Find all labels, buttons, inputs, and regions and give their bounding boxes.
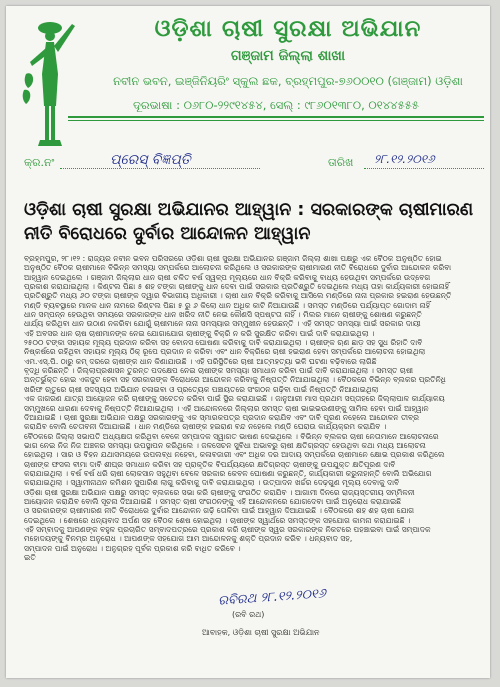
body-line: ମହୋଦୟଙ୍କୁ ବିନମ୍ର ଅନୁରୋଧ । ଆପଣଙ୍କ ସହଯୋଗ ଆମ ଆନ୍ଦୋଳନକୁ ଶକ୍ତି ପ୍ରଦାନ କରିବ । ଧନ୍ୟବାଦ ସହ, [24,534,353,544]
letterhead-divider [68,116,484,118]
org-title: ଓଡ଼ିଶା ଚାଷୀ ସୁରକ୍ଷା ଅଭିଯାନ [154,16,422,42]
body-line: କରାଯିବ ବୋଲି ଚେତାବନୀ ଦିଆଯାଇଛି । ଧାନ ମଣ୍ଡିରେ ଚାଷୀଙ୍କ ହଇରାଣ ବନ୍ଦ ନହେଲେ ମଣ୍ଡି ଘେରାଉ କାର୍ଯ୍ୟକ୍ରମ କରାଯିବ । [24,422,387,432]
body-line: ଅନୁଷ୍ଠିତ ବୈଠକ ଚାଷୀମାନେ ବିଭିନ୍ନ ସମସ୍ୟା ସମ୍ପର୍କରେ ଆଲୋଚନା କରିଥିଲେ ଓ ସରକାରଙ୍କ ଚାଷୀମାରଣ ନୀତି ବିରୋଧରେ ଦୁର୍ବାର ଆନ୍ଦୋଳନ କରିବା [24,263,452,273]
body-line: ୨୫୦୦ ଟଙ୍କା ସହାୟକ ମୂଲ୍ୟ ପ୍ରଦାନ କରିବା ସହ ବୋନସ ଘୋଷଣା କରିବାକୁ ଦାବି କରାଯାଇଥିଲା । ଚାଷୀଙ୍କ ଋଣ ଛାଡ଼ ସହ ସୁଧ ରିହାତି ଦାବି [24,338,423,348]
body-line: ଦିଆଯାଇଛି । ଚାଷୀ ସୁରକ୍ଷା ଅଭିଯାନ ପକ୍ଷରୁ ସରକାରଙ୍କୁ ଏକ ସ୍ମାରକପତ୍ର ପ୍ରଦାନ କରାଯିବ ଏବଂ ଦାବି ପୂରଣ ନହେଲେ ଆନ୍ଦୋଳନ ତୀବ୍ର [24,412,419,422]
signatory-name: (ରବି ରଥ) [232,610,265,619]
letterhead-divider-thin [68,120,484,121]
press-release-headline: ଓଡ଼ିଶା ଚାଷୀ ସୁରକ୍ଷା ଅଭିଯାନର ଆହ୍ୱାନ : ସରକାରଙ୍କ ଚାଷୀମାରଣ ନୀତି ବିରୋଧରେ ଦୁର୍ବାର ଆନ୍ଦୋଳନ ଆହ୍ୱାନ [24,200,474,244]
body-line: ଇତି [24,553,36,562]
reference-row [24,152,484,176]
body-line: ଏକ ଜାଗରଣ ଯାତ୍ରା ଆୟୋଜନ କରି ଚାଷୀଙ୍କୁ ସଚେତନ କରିବା ପାଇଁ ସ୍ଥିର କରାଯାଇଛି । ଜାନୁଆରୀ ମାସ ପ୍ରଥମ ସପ୍ତାହରେ ଜିଲ୍ଲାପାଳ କାର୍ଯ୍ୟାଳୟ [24,394,445,404]
body-line: କରାଯାଇଥିଲା । ସ୍ୱାମୀନାଥନ କମିଶନ ସୁପାରିଶ ଲାଗୁ କରିବାକୁ ଦାବି କରାଯାଇଥିଲା । ଉତ୍ପାଦନ ଖର୍ଚ୍ଚର ଦେଢ଼ଗୁଣ ମୂଲ୍ୟ ଦେବାକୁ ଦାବି [24,478,400,488]
body-line: ଧାନ ସମ୍ପନ୍ନ ହେଉଥିବା ସମୟରେ ସରକାରଙ୍କ ଧାନ ଖରିଦ ନୀତି ନେଇ କୌଣସି ସ୍ପଷ୍ଟତା ନାହିଁ । ମିଲର ମାନେ ଚାଷୀଙ୍କୁ ଶୋଷଣ କରୁଛନ୍ତି [24,310,422,320]
body-line: ସମ୍ମୁଖରେ ଧାରଣା ଦେବାକୁ ନିଷ୍ପତ୍ତି ନିଆଯାଇଥିଲା । ଏହି ଆନ୍ଦୋଳନରେ ଜିଲ୍ଲାର ସମସ୍ତ ଚାଷୀ ଭାଇଭଉଣୀଙ୍କୁ ସାମିଲ ହେବା ପାଇଁ ଆହ୍ୱାନ [24,403,429,413]
body-line: ଅନ୍ତର୍ଭୁକ୍ତ ହୋଇ ଏକଜୁଟ ହେବା ସହ ସରକାରଙ୍କ ବିରୋଧରେ ଆନ୍ଦୋଳନ କରିବାକୁ ନିଷ୍ପତ୍ତି ନିଆଯାଇଥିଲା । ବୈଠକରେ ବିଭିନ୍ନ ବ୍ଲକର ପ୍ରତିନିଧି [24,375,446,385]
body-line: ବୃଦ୍ଧି କରିଛନ୍ତି । ଜିଲ୍ଲାପ୍ରଶାସନ ତୁରନ୍ତ ପଦକ୍ଷେପ ନେଇ ଚାଷୀଙ୍କ ସମସ୍ୟା ସମାଧାନ କରିବା ପାଇଁ ଦାବି କରାଯାଇଥିଲା । ସମସ୍ତ ଚାଷୀ [24,366,414,376]
body-line: ହୋଇଥିଲା । ସାର ଓ ବିହନ ଯଥାସମୟରେ ଉପଲବ୍ଧ ନହେବା, କଳାବଜାରୀ ଏବଂ ଅଧିକ ଦର ଆଦାୟ ସମ୍ପର୍କରେ ଚାଷୀମାନେ କ୍ଷୋଭ ପ୍ରକାଶ କରିଥିଲେ [24,450,445,460]
body-line: ଓଡ଼ିଶା ଚାଷୀ ସୁରକ୍ଷା ଅଭିଯାନ ପକ୍ଷରୁ ସମସ୍ତ ବ୍ଲକରେ ସଭା କରି ଚାଷୀଙ୍କୁ ସଂଗଠିତ କରାଯିବ । ଆଗାମୀ ଦିନରେ ରାଜ୍ୟସ୍ତରୀୟ ସମ୍ମିଳନୀ [24,487,415,497]
press-release-body [24,254,478,576]
contact-numbers: ଦୂରଭାଷା : ୦୬୮୦-୨୨୯୧୪୫୪, ସେଲ୍ : ୯୮୬୦୧୩୮୦, ୦୧୪୪୫୫୫ [133,98,419,112]
body-line: ବୈଠକରେ ଜିଲ୍ଲା ସଭାପତି ଅଧ୍ୟକ୍ଷତା କରିଥିବା ବେଳେ ସମ୍ପାଦକ ସ୍ୱାଗତ ଭାଷଣ ଦେଇଥିଲେ । ବିଭିନ୍ନ ବ୍ଲକର ଚାଷୀ ନେତାମାନେ ଆଲୋଚନାରେ [24,431,439,441]
date-underline [364,168,484,169]
reference-label: କ୍ର.ନଂ [24,156,55,169]
body-line: ଏମ.ଏସ୍.ପି. ଠାରୁ କମ୍ ଦରରେ ଚାଷୀଙ୍କ ଧାନ କିଣାଯାଉଛି । ଏହି ପରିସ୍ଥିତିରେ ଚାଷୀ ଆତ୍ମହତ୍ୟା ଭଳି ଘଟଣା ବଢ଼ିବାରେ ଲାଗିଛି [24,356,377,366]
body-line: ଏହି ସମ୍ବାଦକୁ ଆପଣଙ୍କ ବହୁଳ ପ୍ରଚାରିତ ସମ୍ବାଦପତ୍ରରେ ପ୍ରକାଶ କରି ଚାଷୀଙ୍କ ସ୍ୱର ସରକାରଙ୍କ ନିକଟରେ ପହଞ୍ଚାଇବା ପାଇଁ ସମ୍ପାଦକ [24,524,431,534]
reference-handwritten: ପ୍ରେସ୍ ବିଜ୍ଞପ୍ତି [110,152,191,168]
body-line: ସମ୍ପାଦନ ପାଇଁ ଅନୁରୋଧ । ଅନୁଗ୍ରହ ପୂର୍ବକ ପ୍ରକାଶ କରି ବାଧିତ କରିବେ । [24,543,241,553]
body-line: ଭାଗ ନେଇ ନିଜ ନିଜ ଅଞ୍ଚଳର ସମସ୍ୟା ଉପସ୍ଥାପନ କରିଥିଲେ । ଜଳସେଚନ ସୁବିଧା ଅଭାବରୁ ଚାଷୀ କ୍ଷତିଗ୍ରସ୍ତ ହେଉଥିବା କଥା ମଧ୍ୟ ଆଲୋଚନା [24,440,426,450]
body-line: ଏହି ଅବସର ଧାନ ଚାଷ ଚାଷୀମାନଙ୍କ ନେଇ ଯୋଗାଯୋଗ ଚାଷୀଙ୍କୁ ବିକ୍ରି ନ କରି ସୁରକ୍ଷିତ କରିବା ପାଇଁ ଦାବି କରାଯାଇଥିଲା । [24,328,375,338]
date-label: ତାରିଖ [328,156,354,169]
farmer-logo-icon [20,14,82,154]
org-address: ନବୀନ ଭବନ, ଇଞ୍ଜିନିୟରିଂ ସ୍କୁଲ ଛକ, ବ୍ରହ୍ମପୁର-୭୬୦୦୧୦ (ଗଞ୍ଜାମ) ଓଡ଼ିଶା [113,74,463,88]
body-line: ଆୟୋଜନ କରାଯିବ ବୋଲି ସୂଚନା ଦିଆଯାଇଛି । ସମସ୍ତ ଚାଷୀ ସଂଗଠନଙ୍କୁ ଏହି ଆନ୍ଦୋଳନରେ ଯୋଗଦେବା ପାଇଁ ଅନୁରୋଧ କରାଯାଇଛି [24,496,402,506]
signature-handwritten: ରବିରଥ ୨୮.୧୨.୨୦୧୬ [217,586,327,609]
body-line: ନିଷ୍କର୍ଷରେ ରହିଥିବା ସହାୟକ ମୂଲ୍ୟ ଠିକ୍ ରୂପେ ପ୍ରଦାନ ନ କରିବା ଏବଂ ଧାନ ବିକ୍ରିରେ ଚାଷୀ ହଇରାଣ ହେବା ସମ୍ପର୍କରେ ଆଲୋଚନା ହୋଇଥିଲା [24,347,426,357]
body-line: କରାଯାଇଥିଲା । ବର୍ଷ ବର୍ଷ ଧରି ଚାଷୀ ଲୋକସାନ ସହୁଥିବା ବେଳେ ସରକାର କେବଳ ଘୋଷଣା କରୁଛନ୍ତି, କାର୍ଯ୍ୟକାରୀ କରୁନାହାନ୍ତି ବୋଲି ଅଭିଯୋଗ [24,468,432,478]
body-line: ଖରିଫ ଋତୁରେ ଚାଷୀ ସଦସ୍ୟତା ଅଭିଯାନ ଚଳାଇବା ଓ ପ୍ରତ୍ୟେକ ପଞ୍ଚାୟତରେ ସଂଗଠନ ଗଢ଼ିବା ପାଇଁ ନିଷ୍ପତ୍ତି ନିଆଯାଇଥିଲା [24,384,379,394]
body-line: ପ୍ରକାଶ କରାଯାଇଥିଲା । କିଣ୍ଟଲ ପିଛା ୫ ଶହ ଟଙ୍କା ଚାଷୀଙ୍କୁ ଧାନ ଦେବା ପାଇଁ ସରକାର ପ୍ରତିଶ୍ରୁତି ଦେଇଥିଲେ ମଧ୍ୟ ତାହା କାର୍ଯ୍ୟକାରୀ ହୋଇନାହିଁ [24,282,450,292]
body-line: ଆହ୍ୱାନ ଦେଇଥିଲେ । ଗଞ୍ଜାମ ଜିଲ୍ଲାର ଧାନ ଚାଷୀ ଚଳିତ ବର୍ଷ ସ୍ୱଳ୍ପ ମୂଲ୍ୟରେ ଧାନ ବିକ୍ରି କରିବାକୁ ବାଧ୍ୟ ହେଉଥିବା ସମ୍ପର୍କରେ ଉଦ୍‌ବେଗ [24,272,431,282]
body-line: ମଣ୍ଡି ବ୍ୟବସ୍ଥାରେ ମାନକ ଧାନ ନାମରେ କିଣ୍ଟଲ ପିଛା ୫ ରୁ ୬ କିଲୋ ଧାନ ଅଧିକ କାଟି ନିଆଯାଉଛି । ସମସ୍ତ ମଣ୍ଡିରେ ପର୍ଯ୍ୟାପ୍ତ ଗୋଦାମ ନାହିଁ [24,300,431,310]
body-line: ଚାଷୀଙ୍କ ଫସଲ ବୀମା ଦାବି ଶୀଘ୍ର ସମାଧାନ କରିବା ସହ ପ୍ରାକୃତିକ ବିପର୍ଯ୍ୟୟରେ କ୍ଷତିଗ୍ରସ୍ତ ଚାଷୀଙ୍କୁ ଉପଯୁକ୍ତ କ୍ଷତିପୂରଣ ଦାବି [24,459,396,469]
body-line: ବ୍ରହ୍ମପୁର, ୨୮।୧୨ : ରାଜ୍ୟର ନବୀନ ଭବନ ପରିସରରେ ଓଡ଼ିଶା ଚାଷୀ ସୁରକ୍ଷା ଅଭିଯାନର ଗଞ୍ଜାମ ଜିଲ୍ଲା ଶାଖା ପକ୍ଷରୁ ଏକ ବୈଠକ ଅନୁଷ୍ଠିତ ହୋଇ [24,254,442,263]
body-line: ଦେଇଥିଲେ । ଶେଷରେ ଧନ୍ୟବାଦ ଅର୍ପଣ ସହ ବୈଠକ ଶେଷ ହୋଇଥିଲା । ଚାଷୀଙ୍କ ସ୍ୱାର୍ଥରେ ସମସ୍ତଙ୍କ ସହଯୋଗ କାମନା କରାଯାଇଛି । [24,515,411,525]
reference-underline [60,168,260,169]
branch-name: ଗଞ୍ଜାମ ଜିଲ୍ଲା ଶାଖା [230,48,346,64]
body-line: ଧାର୍ଯ୍ୟ କରିଥିବା ଧାନ ଉଠାଣ ନକରିବା ଯୋଗୁଁ ଚାଷୀମାନେ ନାନା ସମସ୍ୟାର ସମ୍ମୁଖୀନ ହେଉଛନ୍ତି । ଏହି ସମସ୍ତ ସମସ୍ୟା ପାଇଁ ସରକାର ଦାୟୀ [24,319,421,329]
body-line: ଓ ସରକାରଙ୍କ ଚାଷୀମାରଣ ନୀତି ବିରୋଧରେ ଦୁର୍ବାର ଆନ୍ଦୋଳନ ଗଢ଼ି ତୋଳିବା ପାଇଁ ଆହ୍ୱାନ ଦିଆଯାଇଛି । ବୈଠକରେ ଶହ ଶହ ଚାଷୀ ଯୋଗ [24,506,415,516]
letter-page [6,6,490,678]
signatory-role: ଆବାହକ, ଓଡ଼ିଶା ଚାଷୀ ସୁରକ୍ଷା ଅଭିଯାନ [202,628,320,637]
body-line: ପ୍ରତିଶ୍ରୁତି ମଧ୍ୟ ୬୦ ଟଙ୍କା ଚାଷୀଙ୍କ ଦ୍ୱାର ବିଭାଗୀୟ ଅଧିକାରୀ । ଚାଷୀ ଧାନ ବିକ୍ରି କରିବାକୁ ଆସିଲେ ମଣ୍ଡିରେ ନାନା ପ୍ରକାର ହଇରାଣ ହେଉଛନ୍ତି [24,291,452,301]
date-handwritten: ୨୮.୧୨.୨୦୧୬ [374,152,435,166]
